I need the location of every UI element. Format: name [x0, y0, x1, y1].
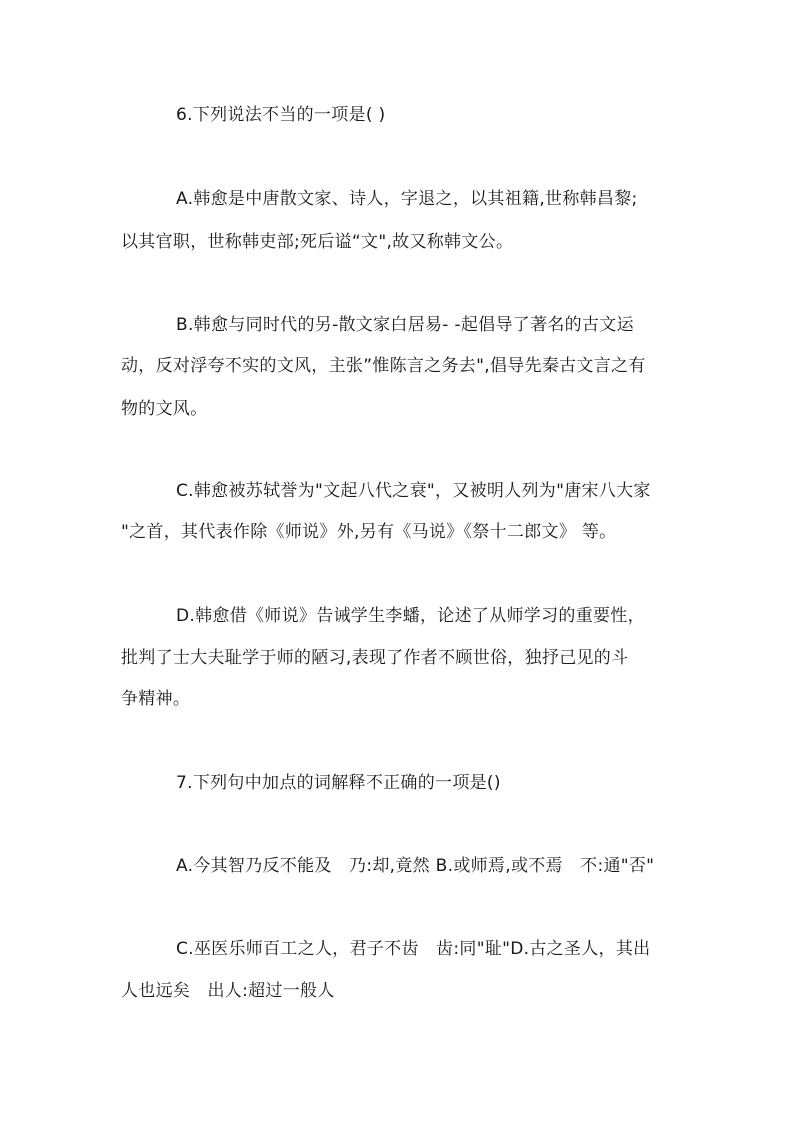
- option-d-line-1: D.韩愈借《师说》告诫学生李蟠，论述了从师学习的重要性，: [176, 606, 645, 626]
- option-b-line-2: 动，反对浮夸不实的文风，主张”惟陈言之务去",倡导先秦古文言之有: [121, 356, 646, 376]
- question-6-title: 6.下列说法不当的一项是( ): [176, 105, 386, 125]
- option-d-line-3: 争精神。: [121, 689, 191, 709]
- option-a-line-1: A.韩愈是中唐散文家、诗人，字退之，以其祖籍,世称韩昌黎;: [176, 189, 638, 209]
- option-cd-line-2: 人也远矣 出人:超过一般人: [121, 981, 335, 1001]
- option-cd-line-1: C.巫医乐师百工之人，君子不齿 齿:同"耻"D.古之圣人，其出: [176, 939, 651, 959]
- option-ab-line: A.今其智乃反不能及 乃:却,竟然 B.或师焉,或不焉 不:通"否": [176, 856, 655, 876]
- question-7-title: 7.下列句中加点的词解释不正确的一项是(): [176, 773, 501, 793]
- option-a-line-2: 以其官职，世称韩吏部;死后谥“文",故又称韩文公。: [121, 232, 514, 252]
- option-d-line-2: 批判了士大夫耻学于师的陋习,表现了作者不顾世俗，独抒己见的斗: [121, 648, 629, 668]
- option-b-line-1: B.韩愈与同时代的另-散文家白居易- -起倡导了著名的古文运: [176, 315, 634, 335]
- option-c-line-1: C.韩愈被苏轼誉为"文起八代之衰"，又被明人列为"唐宋八大家: [176, 481, 651, 501]
- option-b-line-3: 物的文风。: [121, 399, 208, 419]
- option-c-line-2: "之首，其代表作除《师说》外,另有《马说》《祭十二郎文》 等。: [121, 522, 617, 542]
